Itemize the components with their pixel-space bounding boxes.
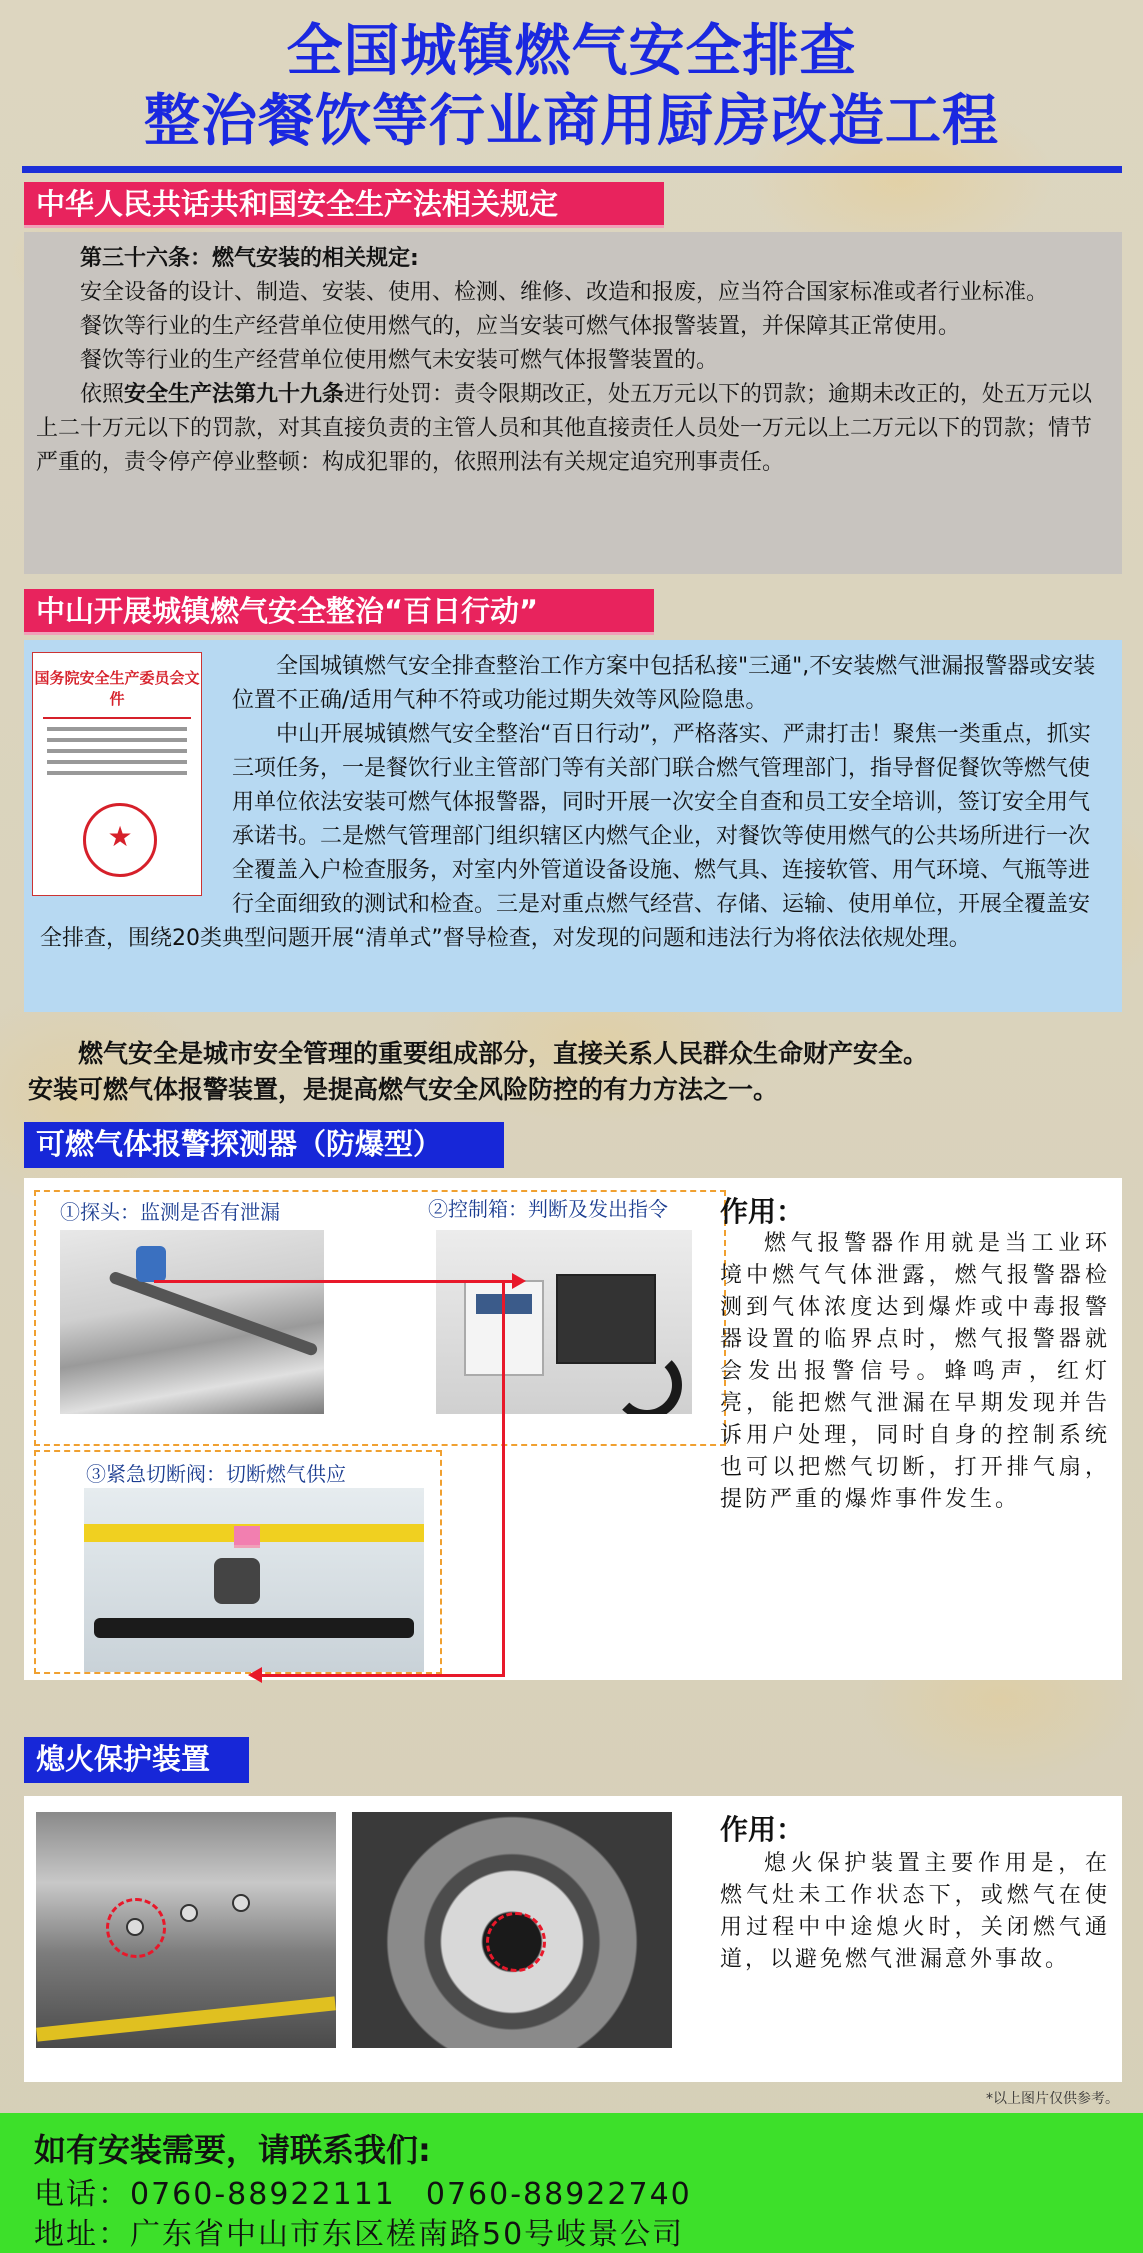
stove-knob-icon [180,1904,198,1922]
gas-detector-panel [24,1178,1122,1680]
law-paragraph-1: 安全设备的设计、制造、安装、使用、检测、维修、改造和报废，应当符合国家标准或者行业标准。 [80,280,1049,305]
address-text: 广东省中山市东区槎南路50号岐景公司 [130,2217,685,2252]
arrow-head-left-icon [248,1667,262,1683]
section-heading-gas-detector: 可燃气体报警探测器（防爆型） [24,1122,504,1168]
statement-line2: 安装可燃气体报警装置，是提高燃气安全风险防控的有力方法之一。 [28,1075,779,1104]
law-paragraph-2: 餐饮等行业的生产经营单位使用燃气的，应当安装可燃气体报警装置，并保障其正常使用。 [80,314,961,339]
section-heading-hundred-day: 中山开展城镇燃气安全整治“百日行动” [24,589,654,635]
control-box-label: ②控制箱：判断及发出指令 [428,1197,668,1221]
contact-title: 如有安装需要，请联系我们: [34,2131,431,2169]
article-title: 第三十六条：燃气安装的相关规定: [80,246,419,271]
detector-function-text: 燃气报警器作用就是当工业环境中燃气气体泄露，燃气报警器检测到气体浓度达到爆炸或中毒报警器设置的临界点时，燃气报警器就会发出报警信号。蜂鸣声，红灯亮，能把燃气泄漏在早期发现并告诉用户处理，同时自身的控制系统也可以把燃气切断，打开排气扇，提防严重的爆炸事件发生。 [720,1231,1110,1512]
title-divider [22,166,1122,173]
detector-function-title: 作用： [720,1195,805,1228]
doc-line [47,771,187,775]
law-p4-bold: 安全生产法第九十九条 [124,382,345,407]
pipe-shape [108,1270,319,1357]
stove-knob-photo [36,1812,336,2048]
phone-number-1[interactable]: 0760-88922111 [130,2177,396,2212]
poster-title-line2: 整治餐饮等行业商用厨房改造工程 [144,89,999,154]
highlight-circle [106,1898,166,1958]
arrow-control-to-valve [260,1674,505,1677]
yellow-gas-pipe [36,1996,336,2041]
government-document-image [32,652,202,896]
doc-line [47,738,187,742]
shutoff-valve-photo [84,1488,424,1672]
doc-line [47,749,187,753]
stove-knob-icon [232,1894,250,1912]
flame-protection-panel [24,1796,1122,2082]
address-label: 地址： [34,2217,130,2252]
arrow-head-right-icon [512,1273,526,1289]
flame-function-title: 作用： [720,1813,805,1846]
section-heading-safety-law: 中华人民共话共和国安全生产法相关规定 [24,182,664,228]
safety-statement [28,1036,1128,1108]
law-paragraph-4 [36,378,1110,480]
law-p4-prefix: 依照 [80,382,125,407]
document-title: 国务院安全生产委员会文件 [34,669,200,708]
contact-footer [0,2113,1143,2253]
hose-shape [612,1350,682,1414]
official-seal-icon: ★ [83,803,157,877]
hundred-day-paragraph-1: 全国城镇燃气安全排查整治工作方案中包括私接"三通",不安装燃气泄漏报警器或安装位置不正确/适用气种不符或功能过期失效等风险隐患。 [232,654,1096,713]
probe-photo [60,1230,324,1414]
hundred-day-box [24,640,1122,1012]
shutoff-valve-label: ③紧急切断阀：切断燃气供应 [86,1462,346,1486]
probe-label: ①探头：监测是否有泄漏 [60,1200,280,1224]
law-paragraph-3: 餐饮等行业的生产经营单位使用燃气未安装可燃气体报警装置的。 [80,348,719,373]
phone-label: 电话： [34,2177,130,2212]
section-heading-flame-protection: 熄火保护装置 [24,1737,249,1783]
statement-line1: 燃气安全是城市安全管理的重要组成部分，直接关系人民群众生命财产安全。 [78,1039,929,1068]
probe-device-icon [136,1246,166,1282]
control-box-photo [436,1230,692,1414]
phone-number-2[interactable]: 0760-88922740 [425,2177,692,2212]
address-line [34,2209,684,2253]
valve-tag [234,1526,260,1548]
arrow-control-down [502,1280,505,1676]
doc-line [47,727,187,731]
document-red-rule [43,717,191,719]
safety-law-box [24,232,1122,574]
phone-line [34,2169,692,2213]
highlight-circle [486,1912,546,1972]
doc-line [47,760,187,764]
image-reference-note: *以上图片仅供参考。 [986,2091,1119,2107]
hundred-day-paragraph-2: 中山开展城镇燃气安全整治“百日行动”，严格落实、严肃打击！聚焦一类重点，抓实三项任务，一是餐饮行业主管部门等有关部门联合燃气管理部门，指导督促餐饮等燃气使用单位依法安装可燃气体报警器，同时开展一次安全自查和员工安全培训，签订安全用气承诺书。二是燃气管理部门组织辖区内燃气企业，对餐饮等使用燃气的公共场所进行一次全覆盖入户检查服务，对室内外管道设备设施、燃气具、连接软管、用气环境、气瓶等进行全面细致的测试和检查。三是对重点燃气经营、存储、运输、使用单位，开展全覆盖安全排查，围绕20类典型问题开展“清单式”督导检查，对发现的问题和违法行为将依法依规处理。 [40,722,1091,951]
law-p4-rest: 进行处罚：责令限期改正，处五万元以下的罚款；逾期未改正的，处五万元以上二十万元以下的罚款，对其直接负责的主管人员和其他直接责任人员处一万元以上二万元以下的罚款；情节严重的，责令停产停业整顿：构成犯罪的，依照刑法有关规定追究刑事责任。 [36,382,1093,475]
black-pipe [94,1618,414,1638]
valve-body-icon [214,1558,260,1604]
arrow-probe-to-control [154,1280,514,1283]
poster-title-line1: 全国城镇燃气安全排查 [286,19,857,84]
burner-photo [352,1812,672,2048]
flame-function-text: 熄火保护装置主要作用是，在燃气灶未工作状态下，或燃气在使用过程中中途熄火时，关闭燃气通道，以避免燃气泄漏意外事故。 [720,1851,1110,1972]
